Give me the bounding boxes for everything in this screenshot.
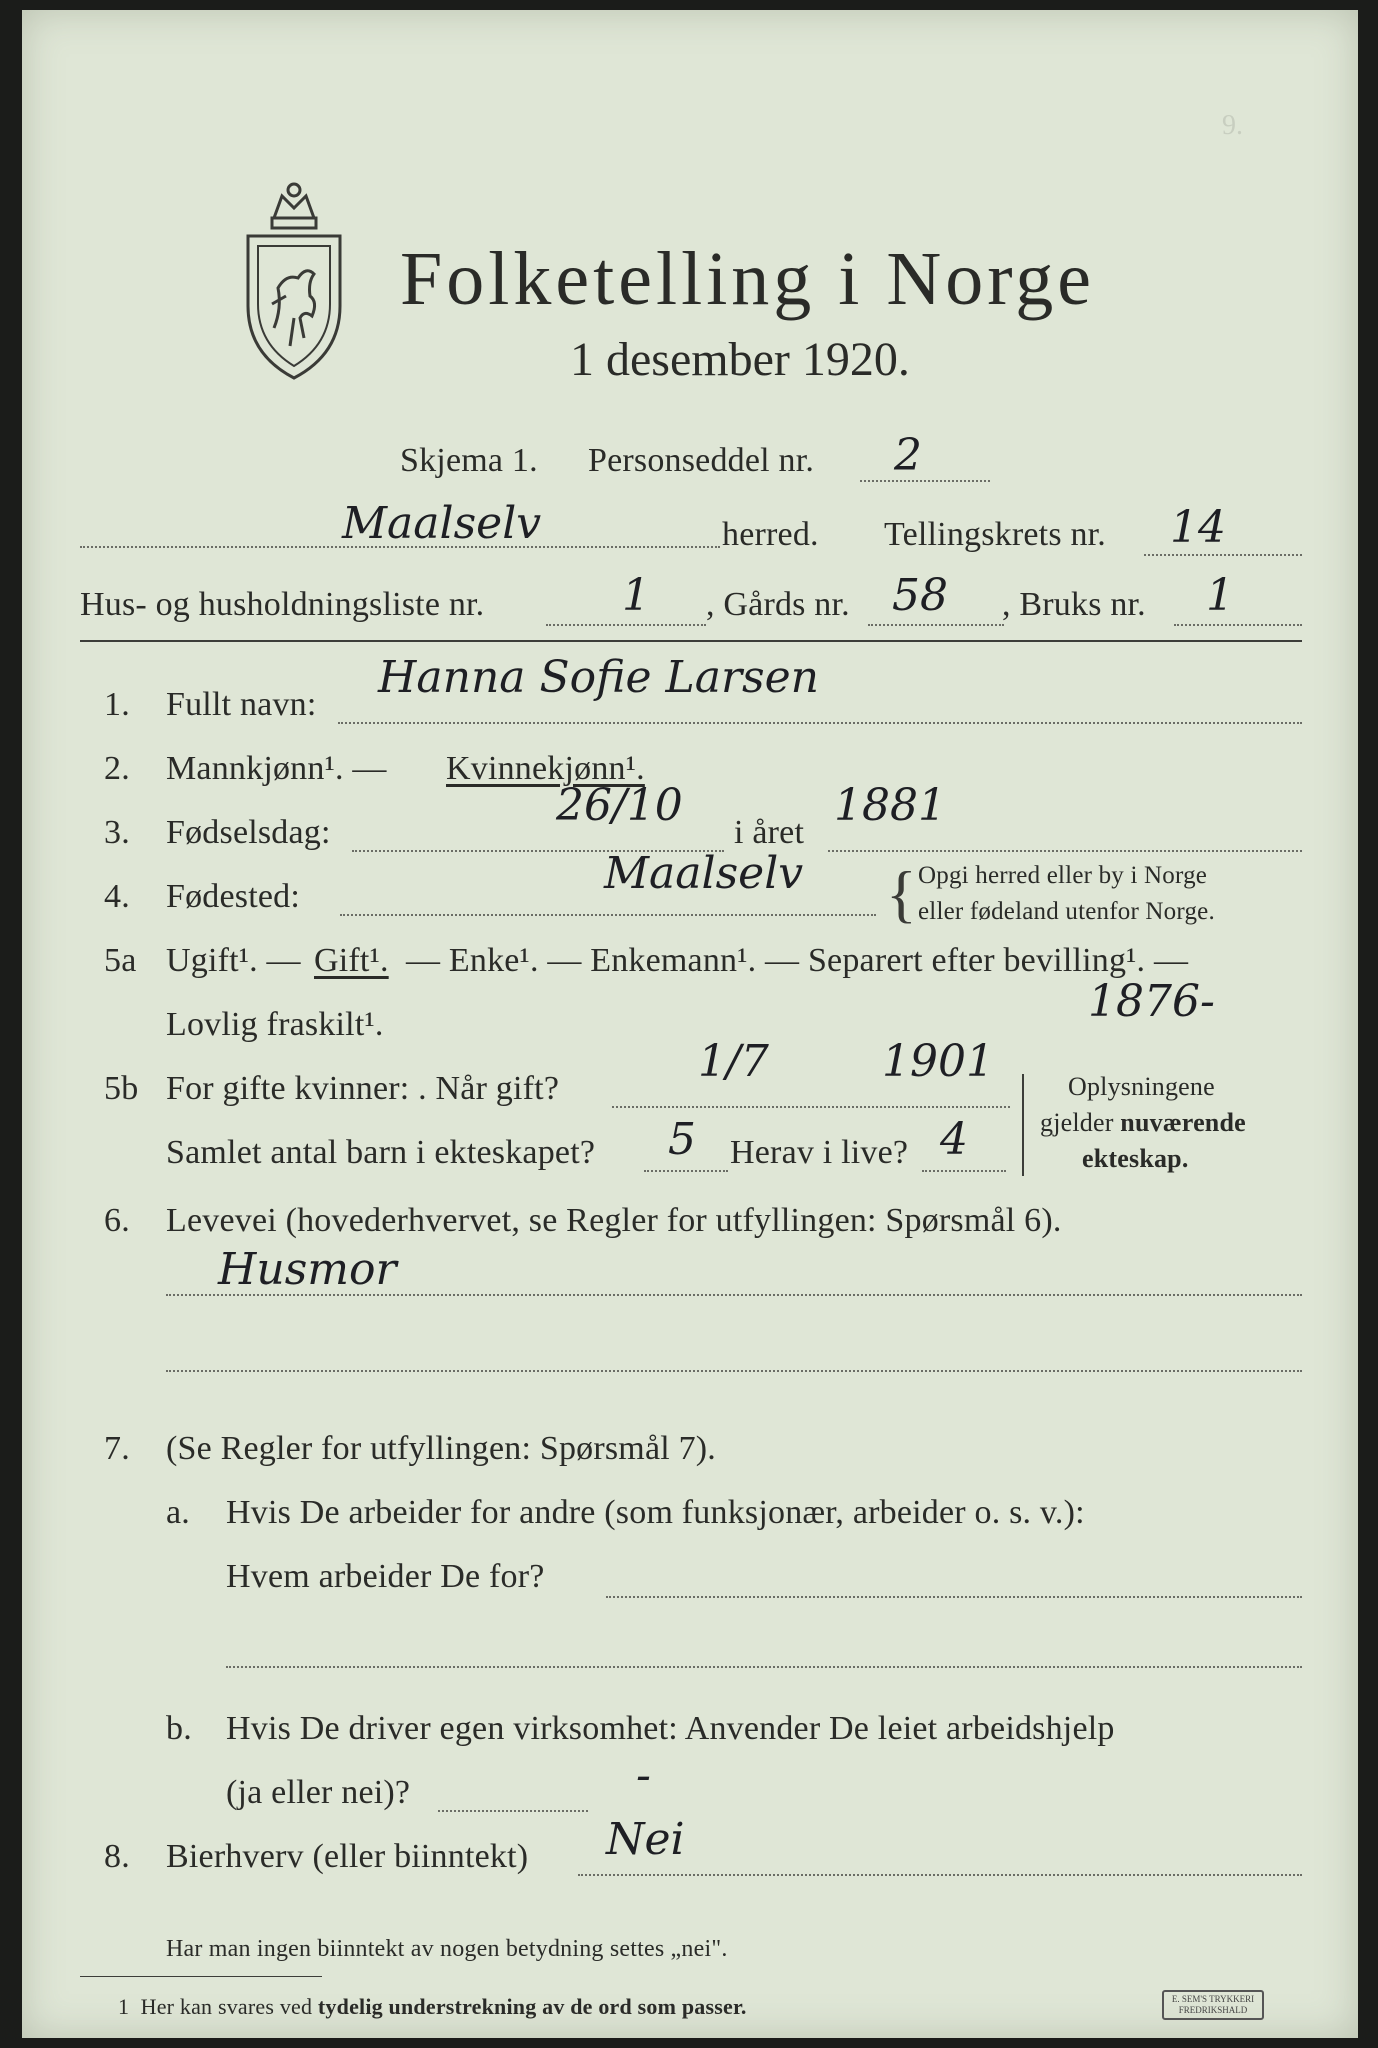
q3-year-label: i året [734,814,805,851]
q5b-bracket [1022,1074,1024,1176]
q6-number: 6. [104,1202,130,1239]
q5b-number: 5b [104,1070,139,1107]
census-form-sheet [22,10,1358,2038]
q5a-annotation: 1876- [1088,976,1215,1027]
q1-full-name: Hanna Sofie Larsen [378,652,819,703]
q5b-alive-label: Herav i live? [730,1134,909,1171]
q4-brace: { [886,858,917,929]
bruks-value: 1 [1206,570,1234,621]
q5b-marriage-date: 1/7 [698,1036,769,1087]
q7b-label: Hvis De driver egen virksomhet: Anvender De leiet arbeidshjelp [226,1710,1115,1747]
q5a-gift-selected: Gift¹. [314,942,389,979]
herred-label: herred. [722,516,819,553]
bruks-label: , Bruks nr. [1002,586,1146,623]
q8-number: 8. [104,1838,130,1875]
q5a-line2: Lovlig fraskilt¹. [166,1006,384,1043]
norwegian-coat-of-arms-icon [234,178,354,388]
q5a-number: 5a [104,942,137,979]
footnote: 1 Her kan svares ved tydelig understrekning av de ord som passer. [118,1994,747,2019]
q5a-options: — Enke¹. — Enkemann¹. — Separert efter bevilling¹. — [406,942,1189,979]
q3-label: Fødselsdag: [166,814,331,851]
personseddel-label: Personseddel nr. [588,442,815,479]
q7b-line2: (ja eller nei)? [226,1774,411,1811]
q5b-note-3: ekteskap. [1082,1144,1189,1173]
q3-number: 3. [104,814,130,851]
tellingskrets-value: 14 [1170,502,1226,553]
gards-value: 58 [892,570,948,621]
q8-label: Bierhverv (eller biinntekt) [166,1838,529,1875]
q2-male: Mannkjønn¹. — [166,750,387,787]
q7a-letter: a. [166,1494,190,1531]
q7a-line2: Hvem arbeider De for? [226,1558,545,1595]
q5b-note-2: gjelder nuværende [1040,1108,1246,1137]
q7b-value: - [636,1750,651,1801]
gards-label: , Gårds nr. [706,586,850,623]
form-title: Folketelling i Norge [400,237,1095,321]
q7b-letter: b. [166,1710,192,1747]
bleed-through: 9. [1222,110,1243,141]
q3-birth-year: 1881 [834,780,946,831]
q2-number: 2. [104,750,130,787]
personseddel-value: 2 [894,430,922,481]
footnote-rule [80,1976,322,1977]
q6-label: Levevei (hovederhvervet, se Regler for utfyllingen: Spørsmål 6). [166,1202,1062,1239]
q5b-alive-value: 4 [940,1114,968,1165]
herred-value: Maalselv [342,498,542,549]
q4-note-1: Opgi herred eller by i Norge [918,862,1208,889]
husliste-value: 1 [622,570,650,621]
q6-occupation: Husmor [218,1244,397,1295]
q2-female-selected: Kvinnekjønn¹. [446,750,645,787]
q1-label: Fullt navn: [166,686,317,723]
footer-note: Har man ingen biinntekt av nogen betydning settes „nei". [166,1936,728,1962]
q5b-marriage-year: 1901 [882,1036,994,1087]
q5b-children-value: 5 [668,1114,696,1165]
q5b-children-label: Samlet antal barn i ekteskapet? [166,1134,596,1171]
q1-number: 1. [104,686,130,723]
q4-note-2: eller fødeland utenfor Norge. [918,898,1215,925]
census-date: 1 desember 1920. [570,333,910,386]
q4-label: Fødested: [166,878,301,915]
header-divider [80,640,1302,642]
q4-number: 4. [104,878,130,915]
q5b-label: For gifte kvinner: . Når gift? [166,1070,560,1107]
q5a-ugift: Ugift¹. — [166,942,301,979]
printer-stamp: E. SEM'S TRYKKERI FREDRIKSHALD [1162,1990,1264,2020]
q5b-note-1: Oplysningene [1068,1072,1215,1101]
q7a-label: Hvis De arbeider for andre (som funksjonær, arbeider o. s. v.): [226,1494,1085,1531]
q8-value: Nei [606,1814,685,1865]
husliste-label: Hus- og husholdningsliste nr. [80,586,485,623]
schema-label: Skjema 1. [400,442,538,479]
q7-label: (Se Regler for utfyllingen: Spørsmål 7). [166,1430,717,1467]
q3-birth-date: 26/10 [556,780,683,831]
q7-number: 7. [104,1430,130,1467]
tellingskrets-label: Tellingskrets nr. [884,516,1106,553]
q4-birthplace: Maalselv [604,848,804,899]
